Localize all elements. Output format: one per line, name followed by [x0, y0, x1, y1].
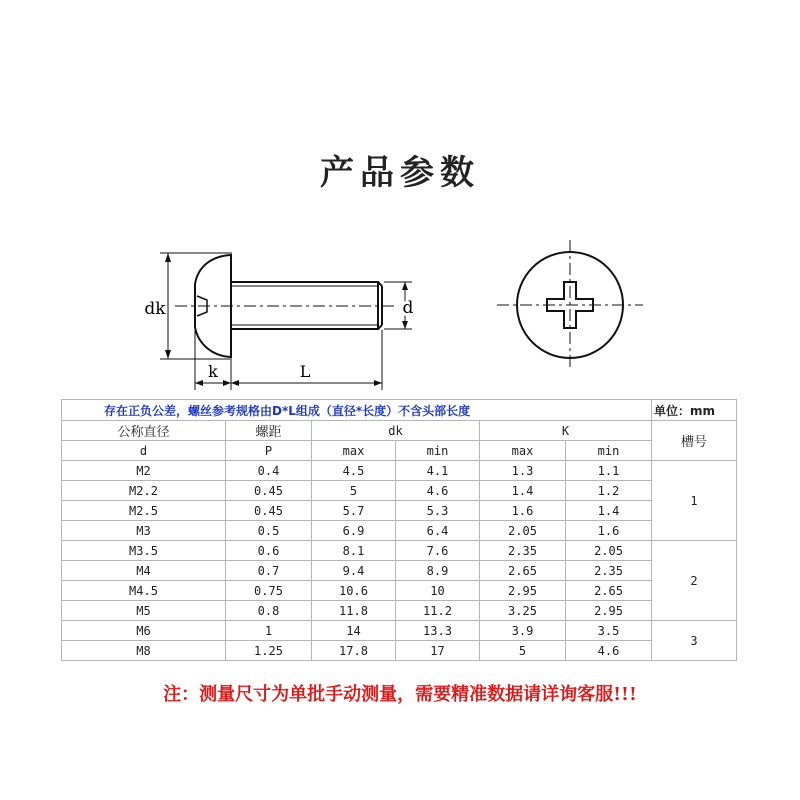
cell-k-max: 2.95 — [480, 581, 566, 601]
unit-label: 单位：mm — [652, 400, 737, 421]
cell-dk-max: 5.7 — [312, 501, 396, 521]
table-row — [62, 641, 737, 661]
cell-dk-max: 8.1 — [312, 541, 396, 561]
cell-k-min: 4.6 — [566, 641, 652, 661]
cell-dk-min: 4.1 — [396, 461, 480, 481]
table-row — [62, 461, 737, 481]
header-nominal-diameter: 公称直径 — [62, 421, 226, 441]
header-k-max: max — [480, 441, 566, 461]
cell-k-min: 1.1 — [566, 461, 652, 481]
table-row — [62, 561, 737, 581]
cell-p: 0.7 — [226, 561, 312, 581]
cell-d: M5 — [62, 601, 226, 621]
cell-k-max: 1.6 — [480, 501, 566, 521]
cell-dk-max: 14 — [312, 621, 396, 641]
cell-dk-max: 4.5 — [312, 461, 396, 481]
cell-k-min: 2.05 — [566, 541, 652, 561]
header-d-symbol: d — [62, 441, 226, 461]
label-d: d — [402, 298, 414, 318]
cell-dk-max: 6.9 — [312, 521, 396, 541]
cell-p: 1.25 — [226, 641, 312, 661]
cell-dk-min: 7.6 — [396, 541, 480, 561]
cell-dk-max: 5 — [312, 481, 396, 501]
table-row — [62, 541, 737, 561]
cell-k-min: 2.95 — [566, 601, 652, 621]
header-slot: 槽号 — [652, 421, 737, 461]
cell-d: M2.5 — [62, 501, 226, 521]
cell-dk-max: 11.8 — [312, 601, 396, 621]
header-k: K — [480, 421, 652, 441]
header-dk-max: max — [312, 441, 396, 461]
cell-dk-max: 17.8 — [312, 641, 396, 661]
cell-dk-max: 9.4 — [312, 561, 396, 581]
cell-p: 0.8 — [226, 601, 312, 621]
cell-d: M3 — [62, 521, 226, 541]
cell-dk-min: 11.2 — [396, 601, 480, 621]
cell-slot: 3 — [652, 621, 737, 661]
table-row — [62, 581, 737, 601]
cell-d: M4.5 — [62, 581, 226, 601]
cell-p: 0.6 — [226, 541, 312, 561]
header-pitch: 螺距 — [226, 421, 312, 441]
label-dk: dk — [144, 299, 166, 319]
table-row — [62, 621, 737, 641]
cell-dk-min: 17 — [396, 641, 480, 661]
cell-k-min: 1.2 — [566, 481, 652, 501]
header-dk-min: min — [396, 441, 480, 461]
label-L: L — [299, 362, 311, 381]
cell-k-min: 2.65 — [566, 581, 652, 601]
cell-d: M2.2 — [62, 481, 226, 501]
screw-diagram — [0, 230, 800, 400]
cell-k-min: 2.35 — [566, 561, 652, 581]
cell-d: M6 — [62, 621, 226, 641]
table-row — [62, 601, 737, 621]
cell-k-max: 2.05 — [480, 521, 566, 541]
table-row — [62, 521, 737, 541]
cell-k-min: 3.5 — [566, 621, 652, 641]
tolerance-notice: 存在正负公差，螺丝参考规格由D*L组成（直径*长度）不含头部长度 — [62, 400, 652, 421]
label-k: k — [208, 362, 218, 381]
cell-p: 0.4 — [226, 461, 312, 481]
cell-dk-min: 13.3 — [396, 621, 480, 641]
cell-k-max: 1.3 — [480, 461, 566, 481]
cell-p: 0.45 — [226, 481, 312, 501]
cell-d: M8 — [62, 641, 226, 661]
cell-dk-min: 6.4 — [396, 521, 480, 541]
table-row — [62, 501, 737, 521]
spec-table — [61, 399, 737, 661]
header-dk: dk — [312, 421, 480, 441]
screw-top-view — [497, 240, 643, 370]
cell-p: 0.45 — [226, 501, 312, 521]
cell-p: 0.5 — [226, 521, 312, 541]
header-p-symbol: P — [226, 441, 312, 461]
cell-k-max: 3.25 — [480, 601, 566, 621]
cell-dk-min: 5.3 — [396, 501, 480, 521]
measurement-note: 注：测量尺寸为单批手动测量，需要精准数据请详询客服!!! — [163, 684, 637, 705]
cell-slot: 2 — [652, 541, 737, 621]
cell-k-max: 2.35 — [480, 541, 566, 561]
table-row — [62, 481, 737, 501]
cell-k-max: 5 — [480, 641, 566, 661]
header-k-min: min — [566, 441, 652, 461]
page-title: 产品参数 — [320, 153, 480, 193]
cell-k-min: 1.4 — [566, 501, 652, 521]
cell-dk-min: 4.6 — [396, 481, 480, 501]
cell-dk-min: 10 — [396, 581, 480, 601]
cell-slot: 1 — [652, 461, 737, 541]
cell-k-max: 2.65 — [480, 561, 566, 581]
cell-d: M3.5 — [62, 541, 226, 561]
screw-side-view — [175, 255, 395, 357]
cell-k-max: 3.9 — [480, 621, 566, 641]
cell-p: 1 — [226, 621, 312, 641]
cell-dk-min: 8.9 — [396, 561, 480, 581]
cell-p: 0.75 — [226, 581, 312, 601]
cell-d: M4 — [62, 561, 226, 581]
cell-d: M2 — [62, 461, 226, 481]
cell-dk-max: 10.6 — [312, 581, 396, 601]
cell-k-min: 1.6 — [566, 521, 652, 541]
cell-k-max: 1.4 — [480, 481, 566, 501]
